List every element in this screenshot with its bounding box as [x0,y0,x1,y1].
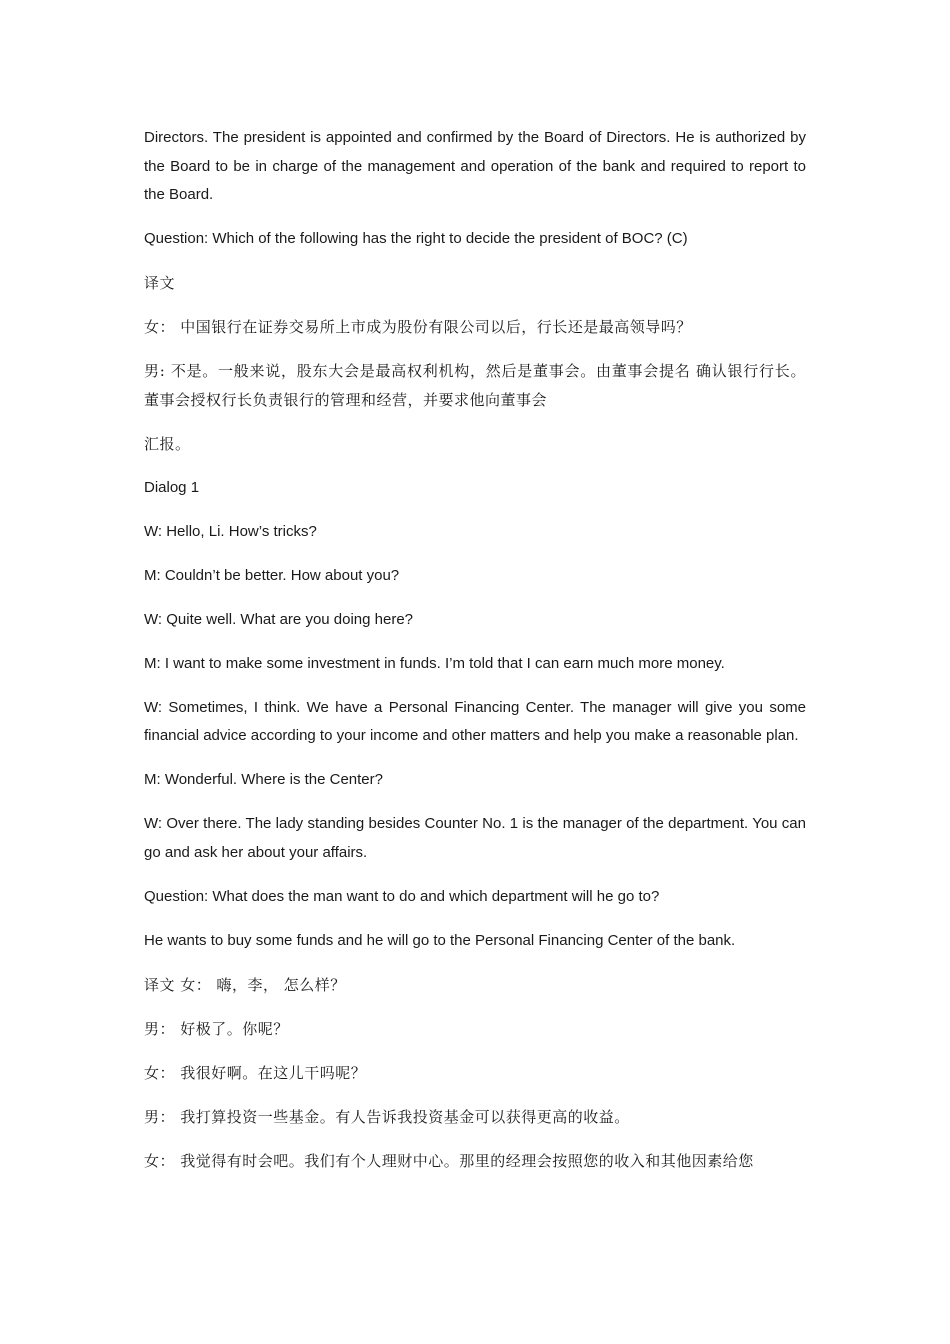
paragraph-cn-woman-sometimes: 女： 我觉得有时会吧。我们有个人理财中心。那里的经理会按照您的收入和其他因素给您 [144,1151,754,1170]
paragraph-w-quite-well: W: Quite well. What are you doing here? [144,610,414,628]
paragraph-cn-report: 汇报。 [144,434,191,453]
paragraph-cn-greeting: 译文 女： 嗨，李， 怎么样？ [144,975,346,994]
paragraph-board-directors: Directors. The president is appointed and confirmed by the Board of Directors. He is authorized by the Board to be in charge of the management and operation of the bank and required to report to the Board. [144,129,806,203]
paragraph-answer-funds: He wants to buy some funds and he will go to the Personal Financing Center of the bank. [144,931,736,949]
paragraph-m-better: M: Couldn’t be better. How about you? [144,566,400,584]
paragraph-m-investment: M: I want to make some investment in funds. I’m told that I can earn much more money. [144,654,725,672]
paragraph-m-wonderful: M: Wonderful. Where is the Center? [144,771,383,788]
paragraph-question-boc: Question: Which of the following has the right to decide the president of BOC? (C) [144,230,688,247]
paragraph-question-man: Question: What does the man want to do and which department will he go to? [144,887,660,905]
paragraph-w-financing-center: W: Sometimes, I think. We have a Personal Financing Center. The manager will give you some financial advice according to your income and other matters and help you make a reasonable plan. [144,698,806,744]
paragraph-cn-woman-fine: 女： 我很好啊。在这儿干吗呢？ [144,1063,367,1082]
paragraph-cn-man-answer: 男: 不是。一般来说，股东大会是最高权利机构，然后是董事会。由董事会提名 确认银行行长。董事会授权行长负责银行的管理和经营，并要求他向董事会 [144,362,806,409]
paragraph-dialog-title: Dialog 1 [144,478,200,496]
paragraph-w-over-there: W: Over there. The lady standing besides Counter No. 1 is the manager of the department. You can go and ask her about your affairs. [144,815,806,861]
paragraph-w-hello: W: Hello, Li. How’s tricks? [144,522,317,540]
document-page [144,124,806,1191]
paragraph-translation-heading: 译文 [144,274,176,292]
paragraph-cn-man-great: 男： 好极了。你呢？ [144,1019,289,1038]
paragraph-cn-woman-question: 女： 中国银行在证券交易所上市成为股份有限公司以后，行长还是最高领导吗？ [144,318,692,336]
paragraph-cn-man-invest: 男： 我打算投资一些基金。有人告诉我投资基金可以获得更高的收益。 [144,1107,630,1126]
